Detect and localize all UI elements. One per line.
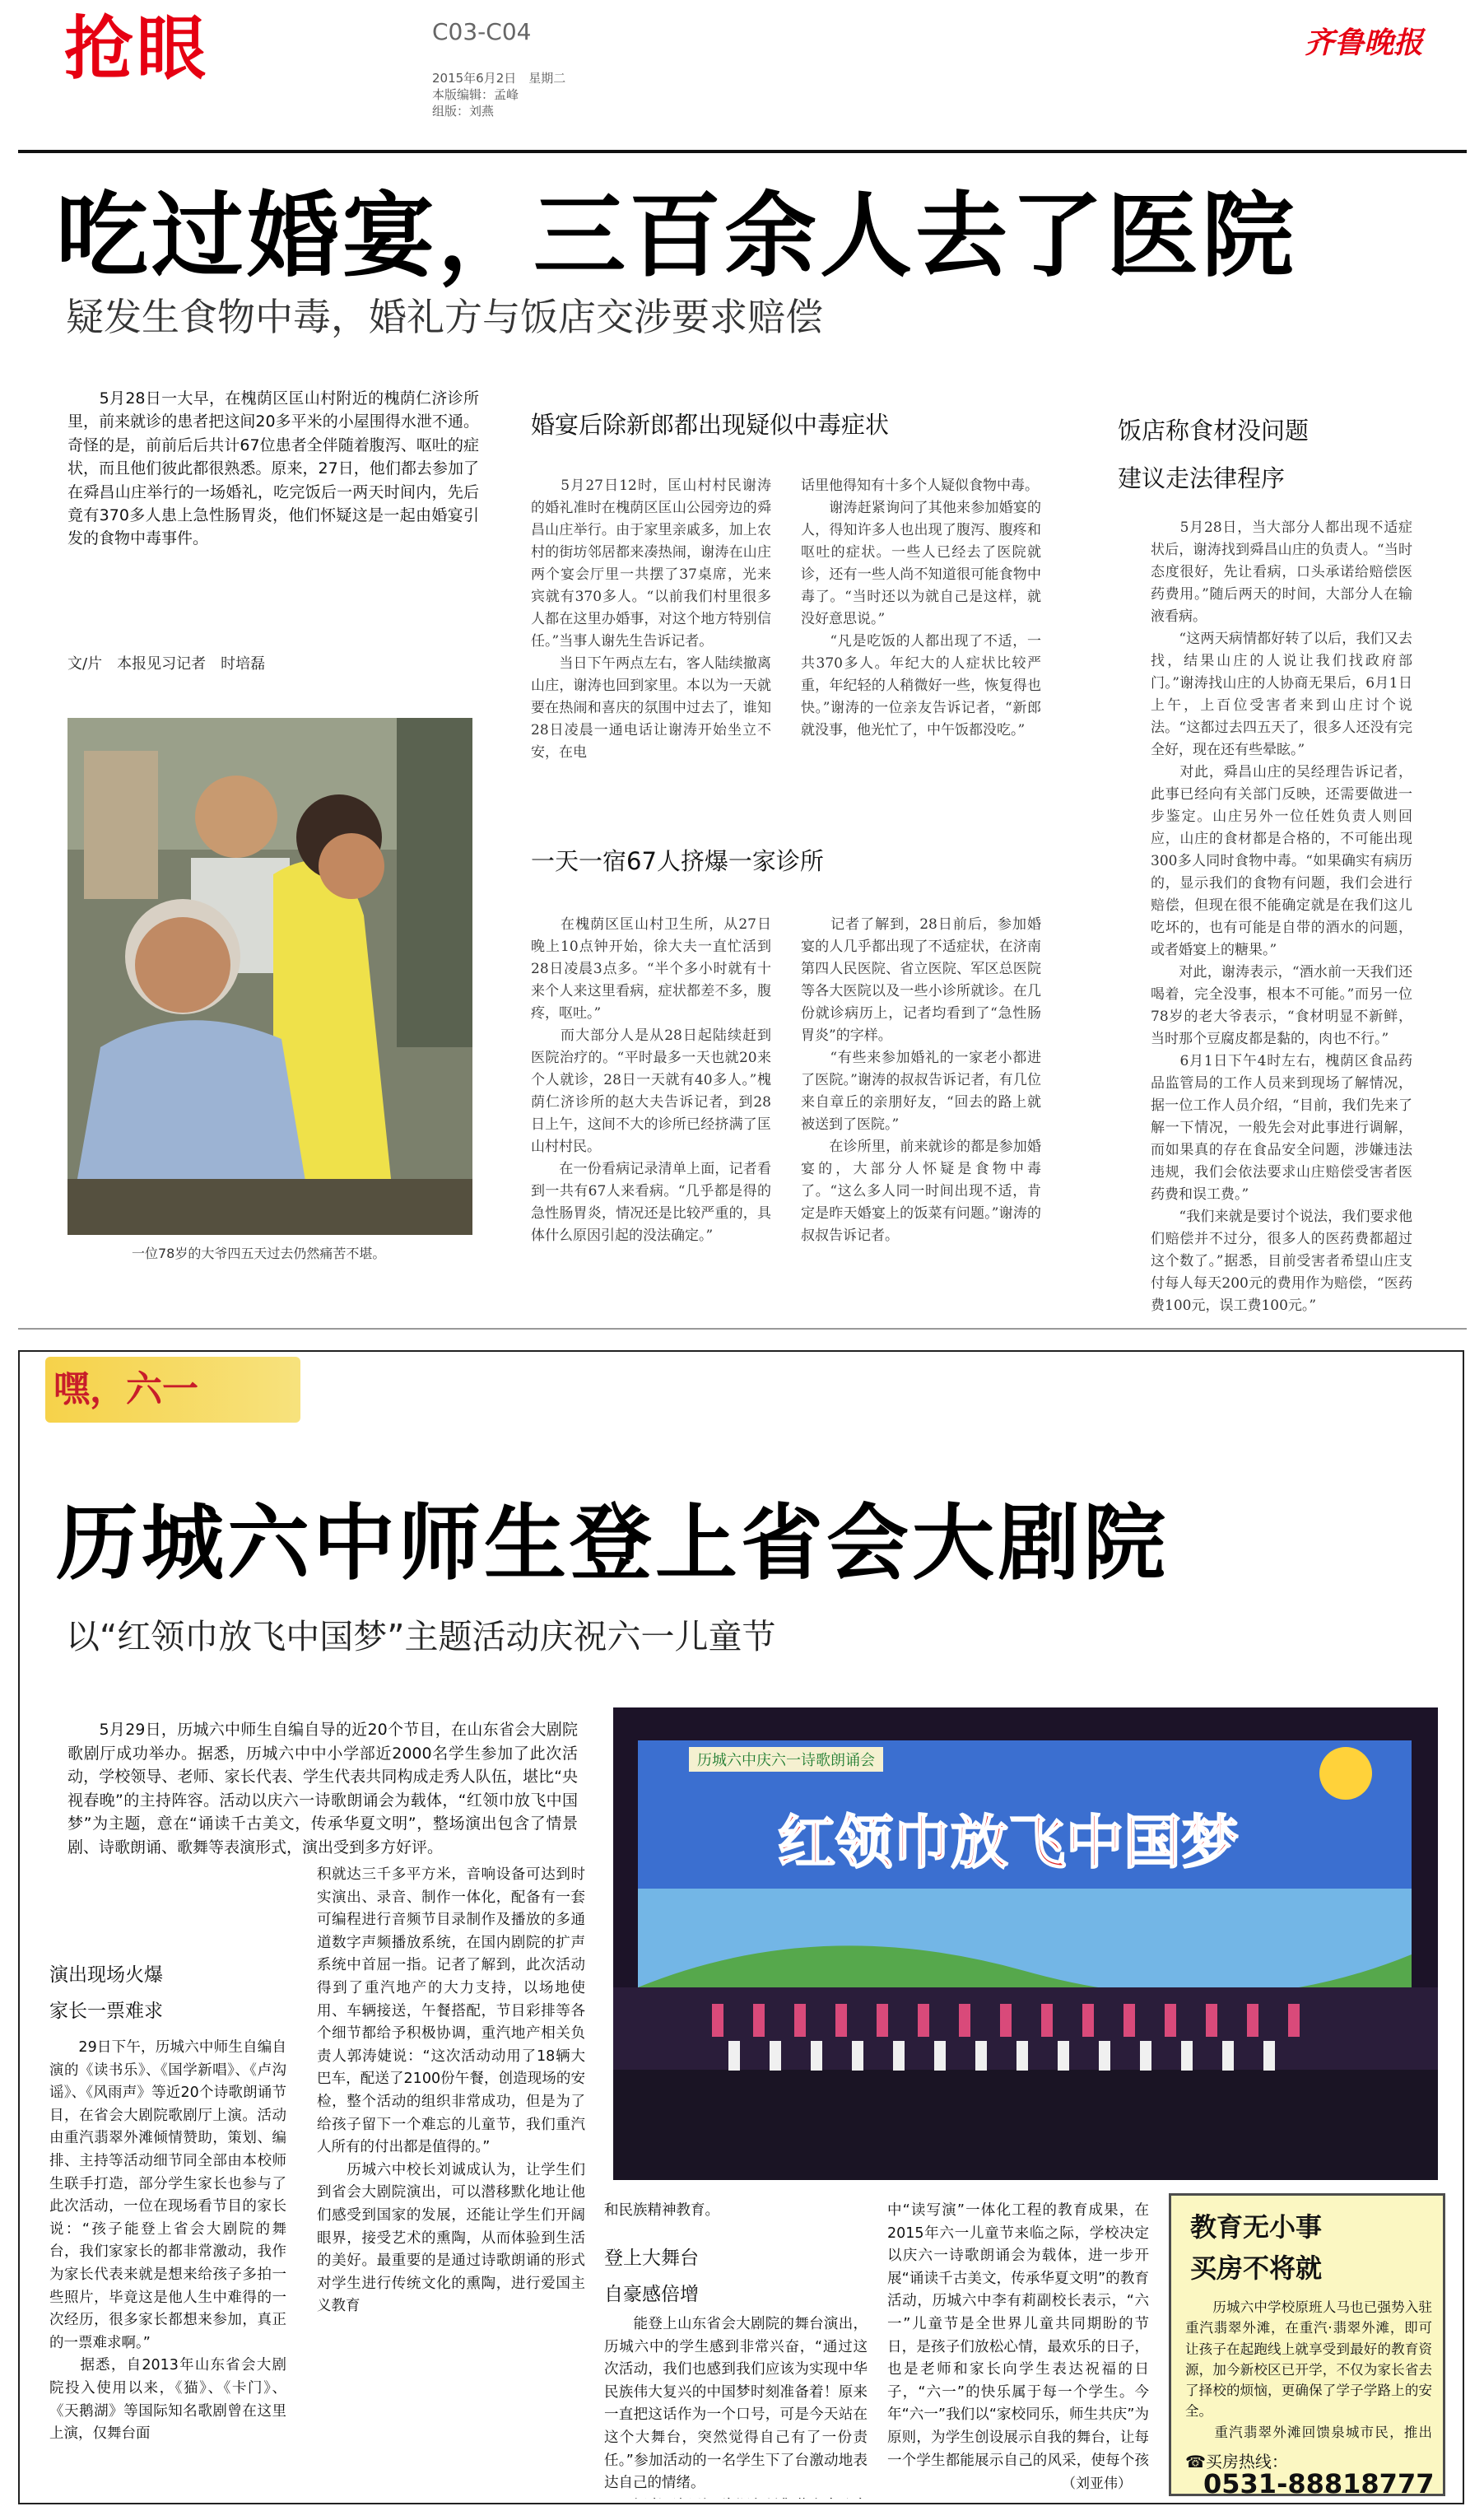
story1-sec2-col2: 记者了解到，28日前后，参加婚宴的人几乎都出现了不适症状，在济南第四人民医院、省立医院、军区总医院等各大医院以及一些小诊所就诊。在几份就诊病历上，记者均看到了“急性肠胃炎”的字样。 “有些来参加婚礼的一家老小都进了医院。”谢涛的叔叔告诉记者，有几位来自章丘的亲朋好友，“回去的路上就被送到了医院。” 在诊所里，前来就诊的都是参加婚宴的，大部分人怀疑是食物中毒了。“这么多人同一时间出现不适，肯定是昨天婚宴上的饭菜有问题。”谢涛的叔叔告诉记者。 (801, 916, 1041, 1244)
story1-sec3-col: 5月28日，当大部分人都出现不适症状后，谢涛找到舜昌山庄的负责人。“当时态度很好，先让看病，口头承诺给赔偿医药费用。”随后两天的时间，大部分人在输液看病。 “这两天病情都好转了以后，我们又去找，结果山庄的人说让我们找政府部门。”谢涛找山庄的人协商无果后，6月1日上午，上百位受害者来到山庄讨个说法。“这都过去四五天了，很多人还没有完全好，现在还有些晕眩。” 对此，舜昌山庄的吴经理告诉记者，此事已经向有关部门反映，还需要做进一步鉴定。山庄另外一位任姓负责人则回应，山庄的食材都是合格的，不可能出现300多人同时食物中毒。“如果确实有病历的，显示我们的食物有问题，我们会进行赔偿，但现在很不能确定就是在我们这儿吃坏的，也有可能是自带的酒水的问题，或者婚宴上的糖果。” 对此，谢涛表示，“酒水前一天我们还喝着，完全没事，根本不可能。”而另一位78岁的老大爷表示，“食材明显不新鲜，当时那个豆腐皮都是黏的，肉也不行。” 6月1日下午4时左右，槐荫区食品药品监管局的工作人员来到现场了解情况，据一位工作人员介绍，“目前，我们先来了解一下情况，一般先会对此事进行调解，而如果真的存在食品安全问题，涉嫌违法违规，我们会依法要求山庄赔偿受害者医药费和误工费。” “我们来就是要讨个说法，我们要求他们赔偿并不过分，很多人的医药费都超过这个数了。”据悉，目前受害者希望山庄支付每人每天200元的费用作为赔偿，“医药费100元，误工费100元。” (1151, 519, 1412, 1314)
story2-col4: 中“读写演”一体化工程的教育成果，在2015年六一儿童节来临之际，学校决定以庆六一诗歌朗诵会为载体，进一步开展“诵读千古美文，传承华夏文明”的教育活动，历城六中李有莉副校长表示，“六一”儿童节是全世界儿童共同期盼的节日，是孩子们放松心情，最欢乐的日子，也是老师和家长向学生表达祝福的日子，“六一”的快乐属于每一个学生。今年“六一”我们以“家校同乐，师生共庆”为原则，为学生创设展示自我的舞台，让每一个学生都能展示自己的风采，使每个孩 (887, 2202, 1149, 2469)
story1-subheadline: 疑发生食物中毒，婚礼方与饭店交涉要求赔偿 (66, 295, 823, 339)
story1-sec2-col1: 在槐荫区匡山村卫生所，从27日晚上10点钟开始，徐大夫一直忙活到28日凌晨3点多。“半个多小时就有十来个人来这里看病，症状都差不多，腹疼，呕吐。” 而大部分人是从28日起陆续赶到医院治疗的。“平时最多一天也就20来个人就诊，28日一天就有40多人。”槐荫仁济诊所的赵大夫告诉记者，到28日上午，这间不大的诊所已经挤满了匡山村村民。 在一份看病记录清单上面，记者看到一共有67人来看病。“几乎都是得的急性肠胃炎，情况还是比较严重的，具体什么原因引起的没法确定。” (531, 916, 771, 1244)
ad-title-1: 教育无小事 (1190, 2211, 1323, 2243)
story2-sub1-line2: 家长一票难求 (49, 2001, 163, 2022)
elderly-man-photo (67, 718, 472, 1235)
story1-byline: 文/片 本报见习记者 时培磊 (67, 655, 266, 673)
story2-headline: 历城六中师生登上省会大剧院 (56, 1495, 1169, 1591)
brand-logo: 齐鲁晚报 (1305, 26, 1424, 60)
ad-title-2: 买房不将就 (1190, 2252, 1323, 2284)
layout-line: 组版：刘燕 (432, 104, 495, 119)
story2-col1: 29日下午，历城六中师生自编自演的《读书乐》、《国学新唱》、《卢沟谣》、《风雨声》等近20个诗歌朗诵节目，在省会大剧院歌剧厅上演。活动由重汽翡翠外滩倾情赞助，策划、编排、主持等活动细节同全部由本校师生联手打造，部分学生家长也参与了此次活动，一位在现场看节目的家长说：“孩子能登上省会大剧院的舞台，我们家家长的都非常激动，我作为家长代表来就是想来给孩子多拍一些照片，毕竟这是他人生中难得的一次经历，很多家长都想来参加，真正的一票难求啊。” 据悉，自2013年山东省会大剧院投入使用以来，《猫》、《卡门》、《天鹅湖》等国际知名歌剧曾在这里上演，仅舞台面 (49, 2039, 286, 2443)
story2-photo (613, 1707, 1438, 2180)
story1-sec1-col2: 话里他得知有十多个人疑似食物中毒。 谢涛赶紧询问了其他来参加婚宴的人，得知许多人也出现了腹泻、腹疼和呕吐的症状。一些人已经去了医院就诊，还有一些人尚不知道很可能食物中毒了。“当时还以为就自己是这样，就没好意思说。” “凡是吃饭的人都出现了不适，一共370多人。年纪大的人症状比较严重，年纪轻的人稍微好一些，恢复得也快。”谢涛的一位亲友告诉记者，“新郎就没事，他光忙了，中午饭都没吃。” (801, 478, 1041, 738)
masthead-rule (18, 150, 1467, 153)
date-line: 2015年6月2日 星期二 (432, 71, 566, 86)
story2-sub1-line1: 演出现场火爆 (49, 1964, 163, 1986)
page-code: C03-C04 (432, 18, 532, 45)
ad-hotline-label: ☎买房热线： (1185, 2452, 1288, 2471)
story1-photo (67, 718, 472, 1235)
story2-col3-top: 和民族精神教育。 (604, 2202, 719, 2219)
stage-photo (613, 1707, 1438, 2180)
stage-banner-title: 红领巾放飞中国梦 (778, 1809, 1239, 1876)
story1-photo-caption: 一位78岁的大爷四五天过去仍然痛苦不堪。 (132, 1246, 386, 1261)
story2-col2: 积就达三千多平方米，音响设备可达到时实演出、录音、制作一体化，配备有一套可编程进行音频节目录制作及播放的多通道数字声频播放系统，在国内剧院的扩声系统中首屈一指。记者了解到，此次活动得到了重汽地产的大力支持，以场地使用、车辆接送，午餐搭配，节目彩排等各个细节都给予积极协调，重汽地产相关负责人郭涛婕说：“这次活动动用了18辆大巴车，配送了2100份午餐，创造现场的安检，整个活动的组织非常成功，但是为了给孩子留下一个难忘的儿童节，我们重汽人所有的付出都是值得的。” 历城六中校长刘诚成认为，让学生们到省会大剧院演出，可以潜移默化地让他们感受到国家的发展，还能让学生们开阔眼界，接受艺术的熏陶，从而体验到生活的美好。最重要的是通过诗歌朗诵的形式对学生进行传统文化的熏陶，进行爱国主义教育 (317, 1866, 585, 2315)
story1-lead: 5月28日一大早，在槐荫区匡山村附近的槐荫仁济诊所里，前来就诊的患者把这间20多平米的小屋围得水泄不通。奇怪的是，前前后后共计67位患者全伴随着腹泻、呕吐的症状，而且他们彼此都很熟悉。原来，27日，他们都去参加了在舜昌山庄举行的一场婚礼，吃完饭后一两天时间内，先后竟有370多人患上急性肠胃炎，他们怀疑这是一起由婚宴引发的食物中毒事件。 (67, 389, 479, 548)
story2-col4-byline: （刘亚伟） (1062, 2476, 1132, 2492)
story1-sec3-heading: 饭店称食材没问题 建议走法律程序 (1118, 417, 1310, 492)
story1-headline: 吃过婚宴，三百余人去了医院 (56, 183, 1297, 290)
editor-line: 本版编辑：孟峰 (432, 87, 519, 102)
story1-sec2-heading: 一天一宿67人挤爆一家诊所 (531, 847, 824, 875)
story1-sec1-col1: 5月27日12时，匡山村村民谢涛的婚礼准时在槐荫区匡山公园旁边的舜昌山庄举行。由于家里亲戚多，加上农村的街坊邻居都来凑热闹，谢涛在山庄两个宴会厅里一共摆了37桌席，光来宾就有370多人。“以前我们村里很多人都在这里办婚事，对这个地方特别信任。”当事人谢先生告诉记者。 当日下午两点左右，客人陆续撤离山庄，谢涛也回到家里。本以为一天就要在热闹和喜庆的氛围中过去了，谁知28日凌晨一通电话让谢涛开始坐立不安，在电 (531, 478, 771, 761)
section-title: 抢眼 (64, 8, 210, 89)
story2-lead: 5月29日，历城六中师生自编自导的近20个节目，在山东省会大剧院歌剧厅成功举办。据悉，历城六中中小学部近2000名学生参加了此次活动，学校领导、老师、家长代表、学生代表共同构成走秀人队伍，堪比“央视春晚”的主持阵容。活动以庆六一诗歌朗诵会为载体，“红领巾放飞中国梦”为主题，意在“诵读千古美文，传承华夏文明”，整场演出包含了情景剧、诗歌朗诵、歌舞等表演形式，演出受到多方好评。 (67, 1721, 578, 1856)
story1-sec1-heading: 婚宴后除新郎都出现疑似中毒症状 (531, 411, 890, 439)
ad-body: 历城六中学校原班人马也已强势入驻重汽翡翠外滩，在重汽·翡翠外滩，即可让孩子在起跑线上就享受到最好的教育资源，加今新校区已开学，不仅为家长省去了择校的烦恼，更确保了学子学路上的安全。 重汽翡翠外滩回馈泉城市民，推出 (1185, 2299, 1432, 2440)
story2-subheadline: 以“红领巾放飞中国梦”主题活动庆祝六一儿童节 (66, 1617, 776, 1656)
story2-sub2-line2: 自豪感倍增 (604, 2284, 699, 2305)
story2-sub2-line1: 登上大舞台 (604, 2248, 699, 2269)
ad-phone: 0531-88818777 (1203, 2468, 1435, 2499)
story2-kicker: 嘿，六一 (45, 1357, 300, 1423)
stage-banner-subtitle: 历城六中庆六一诗歌朗诵会 (689, 1747, 883, 1772)
section-divider (18, 1328, 1467, 1330)
story2-col3: 能登上山东省会大剧院的舞台演出，历城六中的学生感到非常兴奋，“通过这次活动，我们也感到我们应该为实现中华民族伟大复兴的中国梦时刻准备着！原来一直把这话作为一个口号，可是今天站在这个大舞台，突然觉得自己有了一份责任。”参加活动的一名学生下了台激动地表达自己的情绪。 (604, 2316, 868, 2492)
